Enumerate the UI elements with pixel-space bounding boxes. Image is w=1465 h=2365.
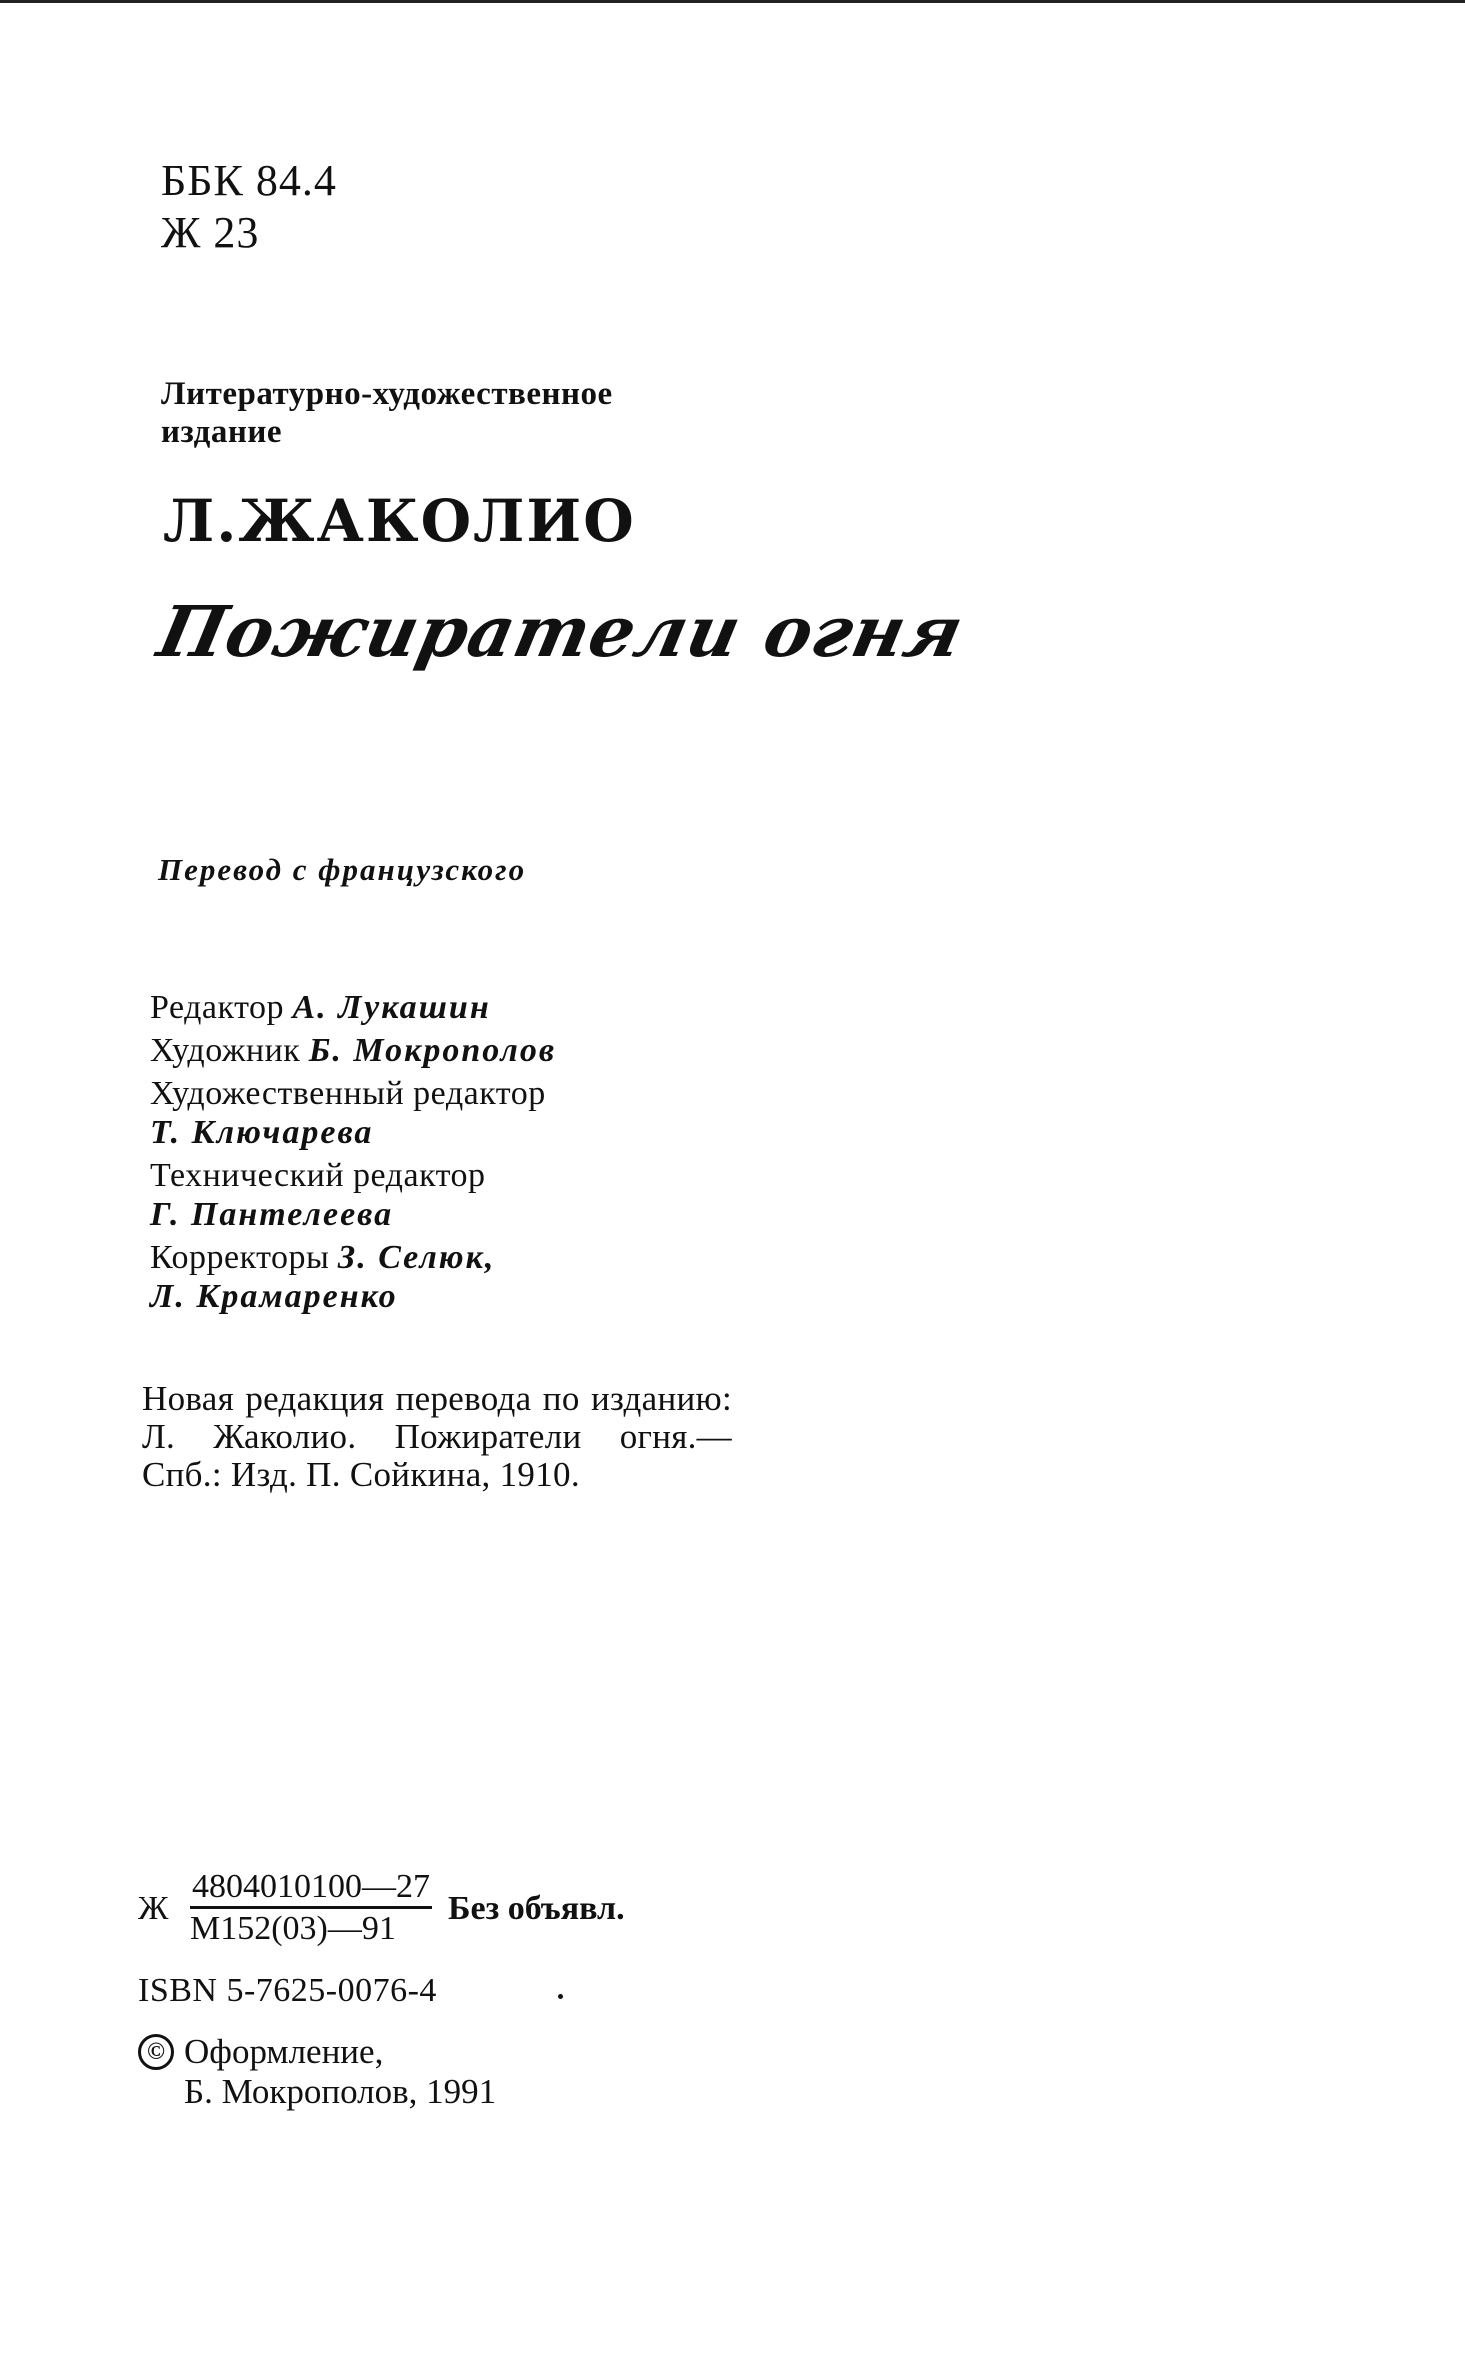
catalog-index xyxy=(138,1868,698,1948)
isbn: ISBN 5-7625-0076-4 xyxy=(138,1972,437,2009)
credit-role: Художественный редактор xyxy=(150,1075,546,1112)
stray-dot xyxy=(558,1994,563,1999)
credit-proofreaders xyxy=(150,1238,556,1316)
edition-note: Новая редакция перевода по изданию: Л. Жаколио. Пожиратели огня.— Спб.: Изд. П. Сойкина, 1910. xyxy=(142,1379,732,1494)
credit-name: Б. Мокрополов xyxy=(308,1032,557,1069)
credit-artist xyxy=(150,1031,556,1070)
credit-technical-editor xyxy=(150,1156,556,1234)
catalog-denominator: М152(03)—91 xyxy=(190,1906,432,1949)
author-mark: Ж 23 xyxy=(161,208,260,257)
credit-role: Корректоры xyxy=(150,1239,330,1276)
copyright-line-2: Б. Мокрополов, 1991 xyxy=(184,2072,497,2111)
credit-name: Т. Ключарева xyxy=(150,1114,374,1151)
credit-role: Технический редактор xyxy=(150,1157,486,1194)
translation-note: Перевод с французского xyxy=(158,852,527,887)
genre-line-1: Литературно-художественное xyxy=(161,376,613,412)
credit-name-second: Л. Крамаренко xyxy=(150,1278,398,1315)
book-title: Пожиратели огня xyxy=(151,590,972,673)
credits-list xyxy=(150,988,556,1320)
copyright-line-1: Оформление, xyxy=(184,2032,384,2071)
credit-editor xyxy=(150,988,556,1027)
credit-name: Г. Пантелеева xyxy=(150,1196,394,1233)
credit-role: Редактор xyxy=(150,989,284,1026)
credit-art-editor xyxy=(150,1074,556,1152)
credit-name: З. Селюк, xyxy=(337,1239,496,1276)
copyright-text xyxy=(184,2032,496,2112)
catalog-letter: Ж xyxy=(138,1890,169,1927)
catalog-fraction xyxy=(190,1868,432,1949)
author-name: Л.ЖАКОЛИО xyxy=(163,487,636,555)
catalog-numerator: 4804010100—27 xyxy=(192,1868,430,1905)
genre-label xyxy=(161,375,613,451)
catalog-note: Без объявл. xyxy=(448,1890,625,1927)
top-border-line xyxy=(0,0,1465,3)
classification-block xyxy=(161,155,337,259)
genre-line-2: издание xyxy=(161,414,283,450)
bbk-code: ББК 84.4 xyxy=(161,156,337,205)
credit-name: А. Лукашин xyxy=(292,989,491,1026)
credit-role: Художник xyxy=(150,1032,301,1069)
copyright-block xyxy=(138,2032,496,2112)
copyright-icon: © xyxy=(138,2034,174,2070)
